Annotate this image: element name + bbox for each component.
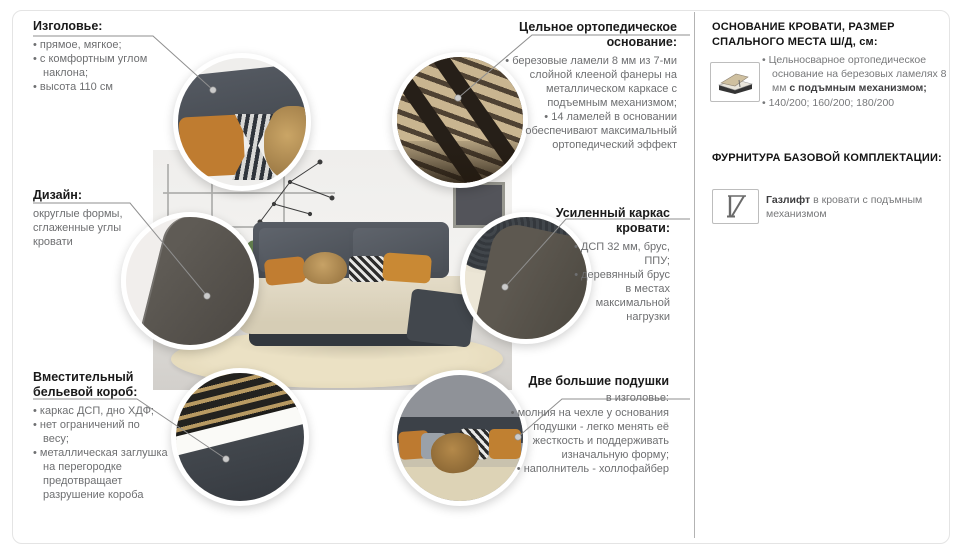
callout-headboard-bullet: • прямое, мягкое; [33, 38, 169, 52]
callout-frame-bullet: • ДСП 32 мм, брус, ППУ; [570, 240, 670, 268]
panel-base-title: ОСНОВАНИЕ КРОВАТИ, РАЗМЕР СПАЛЬНОГО МЕСТА Ш/Д, см: [712, 21, 895, 48]
fabric-corner [138, 212, 259, 350]
panel-hardware-text [766, 193, 941, 221]
callout-frame-title: Усиленный каркас кровати: [555, 206, 670, 235]
bed-liftup-icon [710, 62, 760, 102]
callout-frame-bullet: • деревянный брус в местах максимальной нагрузки [570, 268, 670, 324]
callout-pillows-intro: в изголовье: [605, 392, 669, 404]
callout-storage-bullet: • каркас ДСП, дно ХДФ; [33, 404, 179, 418]
callout-design [33, 188, 153, 249]
panel-base-item-bold: с подъмным механизмом; [789, 82, 927, 94]
callout-base-title: Цельное ортопедическое основание: [519, 20, 677, 49]
headboard-closeup-photo [173, 53, 311, 191]
callout-design-title: Дизайн: [33, 188, 82, 202]
callout-pillows-title: Две большие подушки [528, 374, 669, 388]
callout-design-text: округлые формы, сглаженные углы кровати [33, 208, 123, 248]
callout-frame [535, 206, 670, 324]
panel-base-sizes: • 140/200; 160/200; 180/200 [762, 96, 952, 110]
orange-pillow [178, 114, 245, 177]
gas-lift-icon [712, 189, 759, 224]
callout-headboard [33, 19, 169, 94]
panel-base-item-text: Цельносварное ортопедическое основание на березовых ламелях 8 мм [768, 54, 947, 94]
panel-hardware-item-bold: Газлифт [766, 194, 811, 206]
callout-storage [33, 370, 179, 502]
callout-storage-bullet: • нет ограничений по весу; [33, 418, 161, 446]
panel-base-text [762, 53, 952, 111]
callout-base-bullet: • 14 ламелей в основании обеспечивают максимальный ортопедический эффект [497, 110, 677, 152]
callout-storage-bullet: • металлическая заглушка на перегородке предотвращает разрушение короба [33, 446, 179, 502]
panel-divider [694, 12, 695, 538]
orange-pillow [382, 252, 432, 283]
callout-pillows-bullet: • наполнитель - холлофайбер [484, 462, 669, 476]
storage-box-photo [171, 368, 309, 506]
patterned-pillow [349, 256, 385, 282]
callout-base [497, 20, 677, 152]
callout-pillows [484, 374, 669, 476]
panel-base-item [762, 53, 952, 95]
callout-base-bullet: • березовые ламели 8 мм из 7-ми слойной клееной фанеры на металлическом каркасе с подъемным механизмом; [497, 54, 677, 110]
callout-pillows-bullet: • молния на чехле у основания подушки - легко менять её жесткость и поддерживать изначальную форму; [484, 406, 669, 462]
orange-pillow [264, 256, 306, 286]
callout-headboard-bullet: • с комфортным углом наклона; [33, 52, 169, 80]
panel-hardware-title: ФУРНИТУРА БАЗОВОЙ КОМПЛЕКТАЦИИ: [712, 152, 942, 164]
panel-hardware-item-text: в кровати с подъмным механизмом [766, 194, 923, 220]
callout-headboard-title: Изголовье: [33, 19, 103, 33]
callout-storage-title: Вместительный бельевой короб: [33, 370, 138, 399]
fur-pillow [303, 252, 347, 284]
callout-headboard-bullet: • высота 110 см [33, 80, 169, 94]
